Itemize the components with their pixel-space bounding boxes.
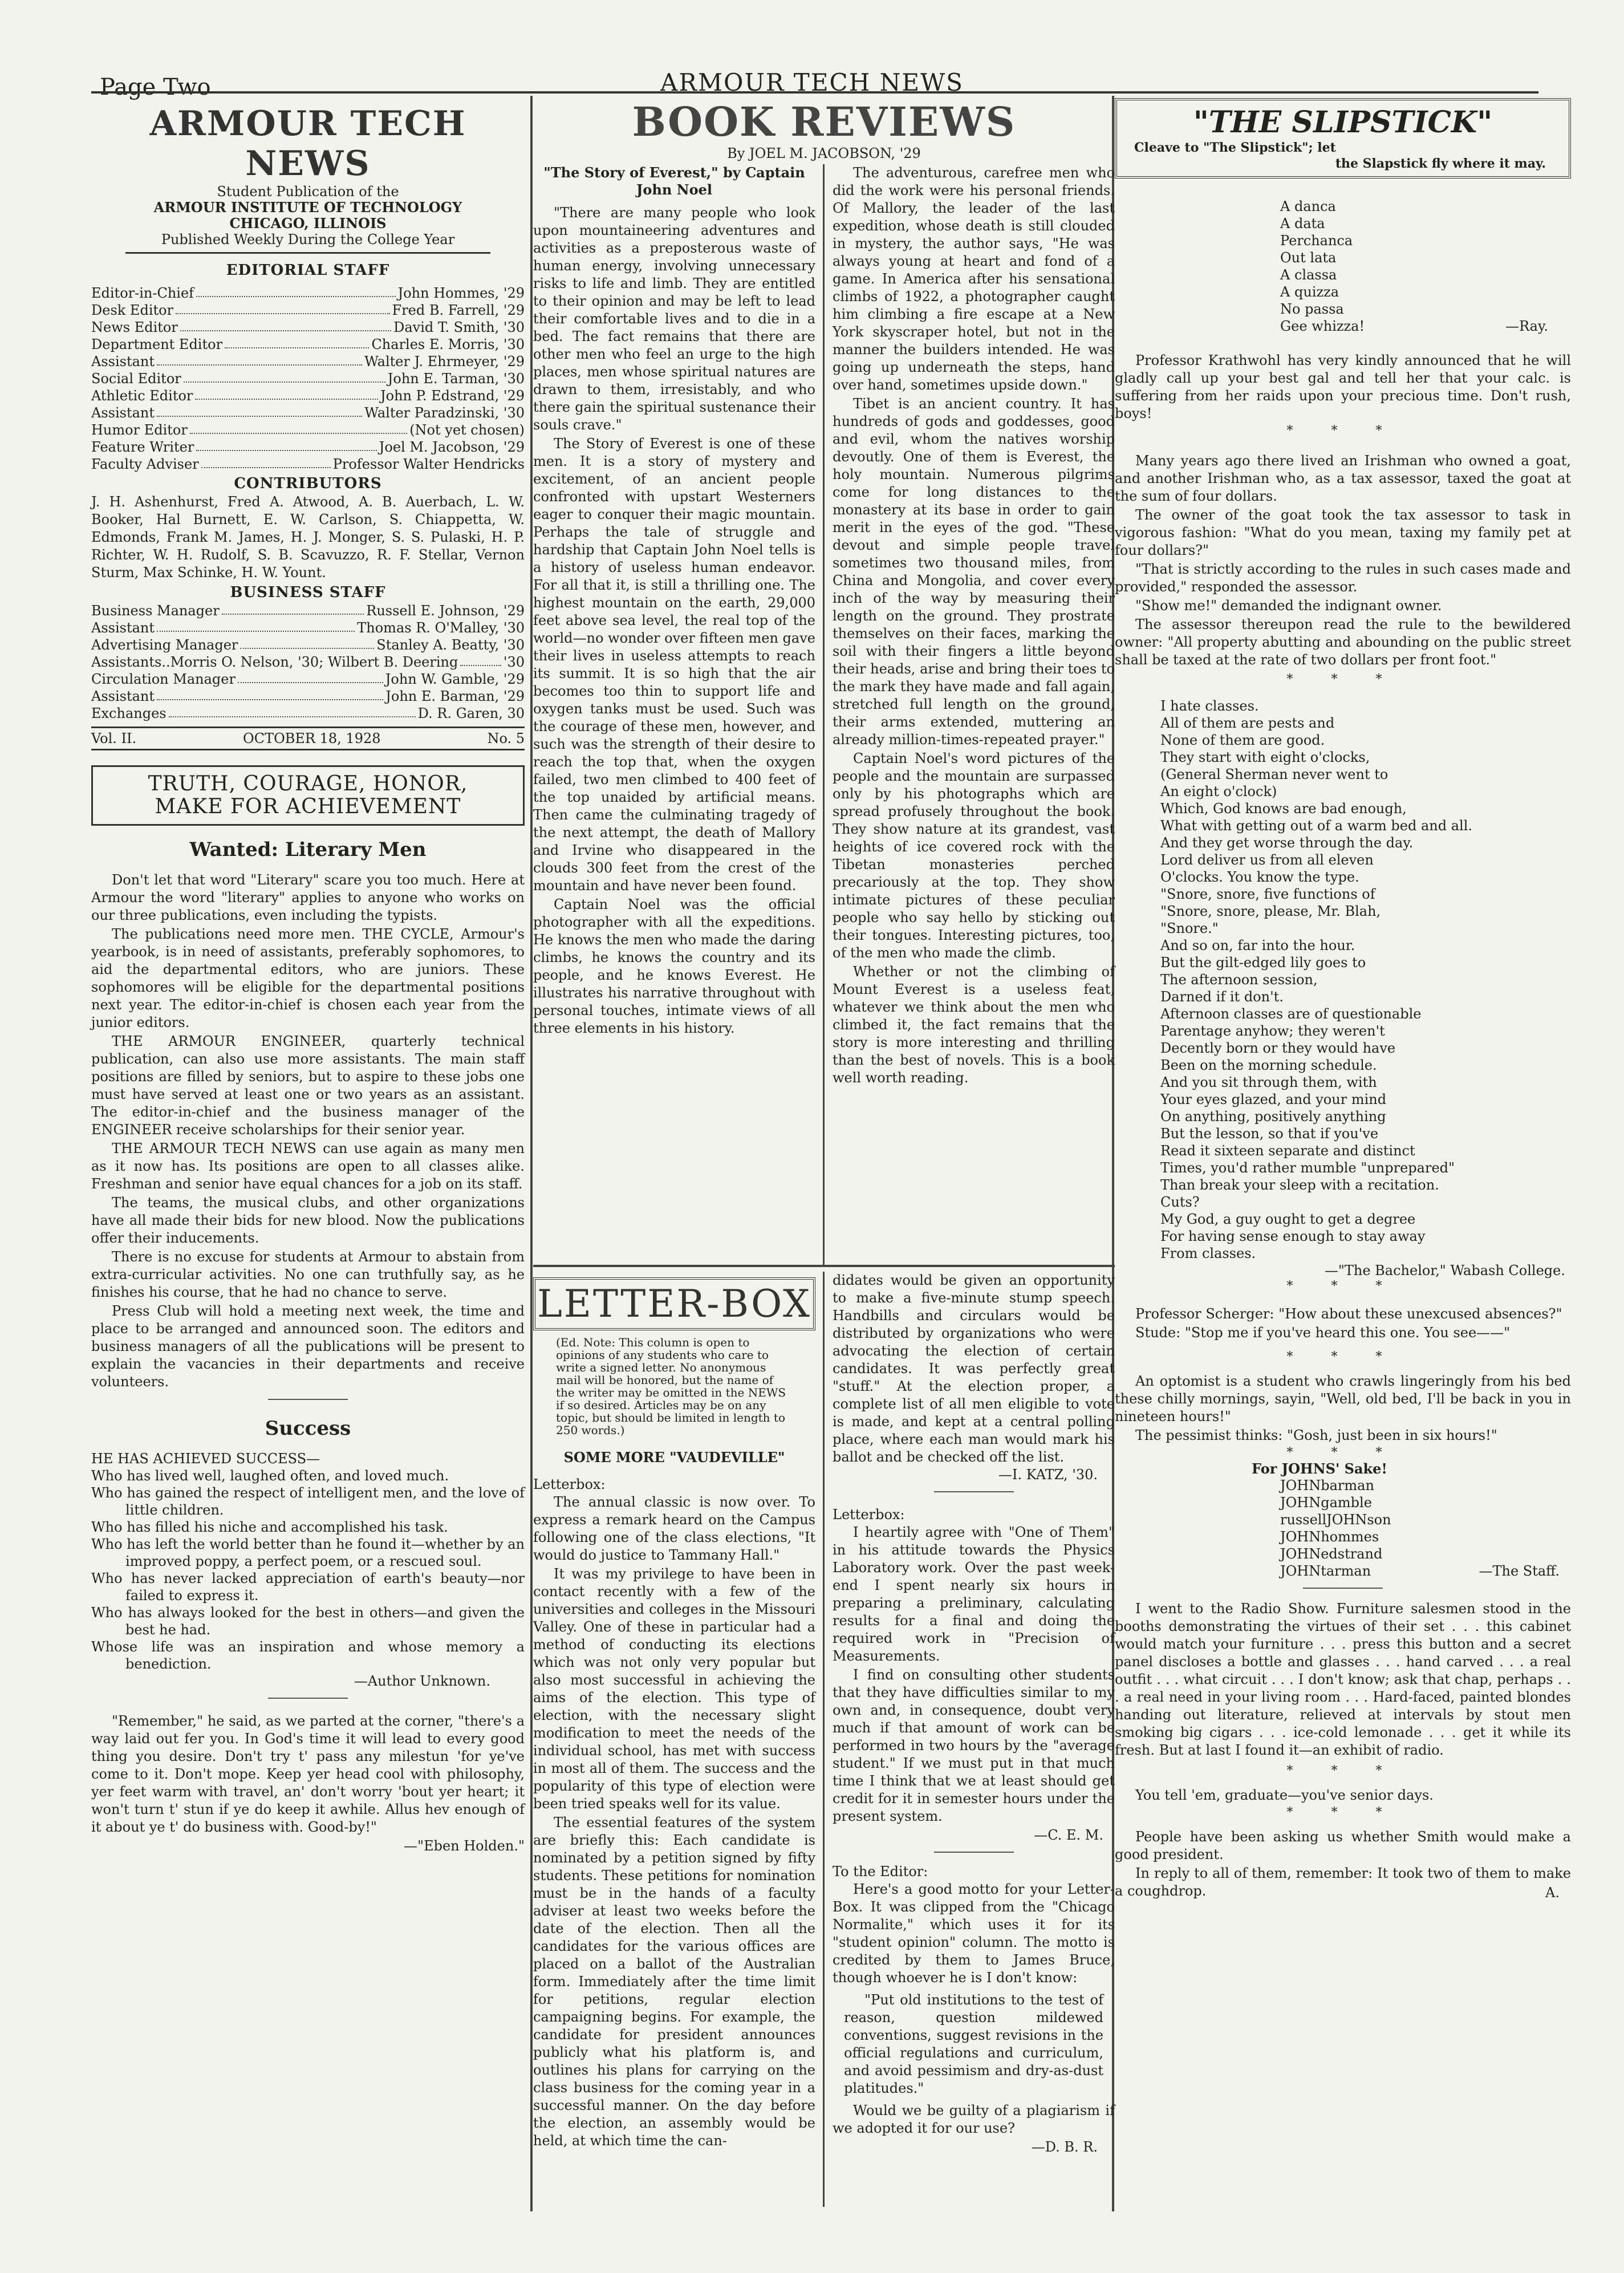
column-middle [533, 96, 1115, 2210]
masthead-rule [125, 252, 490, 254]
staff-row [91, 671, 525, 688]
poem-line: A quizza [1280, 284, 1339, 300]
staff-role: Department Editor [91, 336, 223, 352]
literary-paragraph: THE ARMOUR ENGINEER, quarterly technical publication, can also use more assistants. The main staff positions are filled by seniors, but to aspire to these jobs one must have served at least one or two years as an assistant. The editor-in-chief and the business manager of the ENGINEER receive scholarships for their senior year. [91, 1033, 525, 1138]
staff-role: Assistant [91, 405, 155, 421]
poem-line: Afternoon classes are of questionable [1160, 1006, 1422, 1022]
masthead-line: CHICAGO, ILLINOIS [229, 215, 387, 232]
staff-name: John Hommes, '29 [397, 285, 525, 301]
contributors-heading: CONTRIBUTORS [234, 475, 382, 492]
classes-poem [1115, 697, 1571, 1262]
staff-row [91, 439, 525, 456]
optimist-item: An optomist is a student who crawls lingeringly from his bed these chilly mornings, sayin, "Well, old bed, I'll be back in you in nineteen hours!" [1115, 1373, 1571, 1424]
poem-line: "Snore, snore, five functions of [1160, 886, 1375, 902]
poem-line: Gee whizza! [1280, 318, 1365, 334]
masthead-line: Published Weekly During the College Year [161, 232, 455, 247]
staff-row [91, 602, 525, 619]
johns-signature: —The Staff. [1479, 1563, 1560, 1579]
poem-line: From classes. [1160, 1245, 1256, 1261]
leader-dots [190, 421, 407, 434]
staff-name: Joel M. Jacobson, '29 [379, 439, 525, 455]
issue-line [91, 726, 525, 750]
slipstick-motto: Cleave to "The Slipstick"; let [1134, 140, 1336, 155]
staff-row [91, 302, 525, 319]
success-line: Whose life was an inspiration and whose memory a benediction. [91, 1639, 525, 1672]
staff-row [91, 705, 525, 722]
staff-role: Humor Editor [91, 422, 188, 438]
letter-box-title: LETTER-BOX [533, 1277, 815, 1330]
review-paragraph: The adventurous, carefree men who did the work were his personal friends. Of Mallory, the leader of the last expedition, whose death is still clouded in mystery, the author says, "He was always young at heart and fond of a game. In America after his sensational climbs of 1922, a photographer caught him climbing a fire escape at a New York skyscraper hotel, but not in the manner the builders intended. He was going up underneath the steps, hand over hand, sometimes upside down." [833, 165, 1115, 393]
review-paragraph: "There are many people who look upon mountaineering adventures and activities as a preposterous waste of human energy, involving unnecessary risks to life and limb. They are entitled to their opinion and may be left to lead their comfortable lives and to die in a bed. The fact remains that there are other men who feel an urge to the high places, men whose spiritual natures are drawn to them, irresistably, and who there gain the spiritual sustenance their souls crave." [533, 205, 815, 433]
masthead-title: ARMOUR TECH NEWS [149, 104, 466, 184]
business-staff-heading: BUSINESS STAFF [230, 584, 386, 601]
divider [268, 1698, 348, 1699]
poem-line: Read it sixteen separate and distinct [1160, 1143, 1415, 1159]
staff-row [91, 336, 525, 353]
review-paragraph: Captain Noel's word pictures of the people and the mountain are surpassed only by his photographs which are spread profusely throughout the book. They show nature at its grandest, vast heights of ice covered rock with the Tibetan monasteries perched precariously at the top. They show intimate pictures of these peculiar people who say hello by sticking out their tongues. Interesting pictures, too, of the men who made the climb. [833, 750, 1115, 961]
staff-name: John W. Gamble, '29 [385, 671, 525, 687]
staff-role: Advertising Manager [91, 637, 238, 653]
issue-volume: Vol. II. [91, 730, 137, 746]
literary-paragraph: There is no excuse for students at Armour to abstain from extra-curricular activities. No one can truthfully say, as he finishes his course, that he had no chance to serve. [91, 1249, 525, 1300]
danca-signature: —Ray. [1505, 318, 1548, 334]
book-name: "The Story of Everest," by Captain [543, 164, 805, 181]
slipstick-title: "THE SLIPSTICK" [1193, 105, 1493, 140]
poem-line: For having sense enough to stay away [1160, 1228, 1426, 1244]
radio-show-item: I went to the Radio Show. Furniture salesmen stood in the booths demonstrating the virtues of their set . . . this cabinet would match your furniture . . . press this button and a secret panel discloses a bottle and glasses . . . hand carved . . . a real outfit . . . what circuit . . . I don't know; ask that chap, perhaps . . . a real need in your living room . . . Hard-faced, painted blondes handing out literature, relieved at intervals by stout men smoking big cigars . . . ice-cold lemonade . . . get it while its fresh. But at last I found it—an exhibit of radio. [1115, 1601, 1571, 1758]
poem-line: No passa [1280, 301, 1344, 317]
column-right [1115, 96, 1571, 2210]
krathwohl-item: Professor Krathwohl has very kindly announced that he will gladly call up your best gal and tell her that your calc. is suffering from her raids upon your precious time. Don't rush, boys! [1115, 352, 1571, 421]
staff-row [91, 636, 525, 654]
issue-date: OCTOBER 18, 1928 [243, 730, 381, 746]
literary-paragraph: The publications need more men. THE CYCLE, Armour's yearbook, is in need of assistants, preferably sophomores, to aid the departmental editors, who are juniors. These sophomores will be eligible for the departmental positions next year. The editor-in-chief is chosen each year from the junior editors. [91, 926, 525, 1030]
leader-dots [238, 671, 383, 683]
staff-name: Thomas R. O'Malley, '30 [357, 620, 525, 636]
book-author: John Noel [636, 181, 712, 198]
success-line: Who has never lacked appreciation of earth's beauty—nor failed to express it. [91, 1570, 525, 1604]
scherger-item: Stude: "Stop me if you've heard this one. You see——" [1135, 1325, 1511, 1341]
staff-row [91, 688, 525, 705]
poem-line: All of them are pests and [1160, 715, 1335, 731]
poem-line: They start with eight o'clocks, [1160, 749, 1370, 765]
poem-line: O'clocks. You know the type. [1160, 869, 1359, 885]
letter-salutation: Letterbox: [533, 1476, 606, 1492]
letter-paragraph: I heartily agree with "One of Them" in his attitude towards the Physics Laboratory work. Over the past week-end I spent nearly six hours in preparing a preliminary, calculating results for a final and doing the required work in "Precision of Measurements. [833, 1524, 1115, 1664]
staff-row [91, 370, 525, 387]
leader-dots [169, 705, 416, 717]
leader-dots [225, 336, 369, 348]
motto-box [91, 765, 525, 826]
book-reviews-byline: By JOEL M. JACOBSON, '29 [727, 145, 921, 161]
leader-dots [222, 602, 364, 615]
leader-dots [184, 370, 385, 383]
letter-paragraph: It was my privilege to have been in contact recently with a few of the universities and colleges in the Missouri Valley. One of these in particular had a method of conducting its elections which was not only very popular but also most successful in achieving the aims of the election. This type of election, with the necessary slight modification to meet the needs of the individual school, has met with success in most all of them. The success and the popularity of this type of election were been tried speaks well for its value. [533, 1566, 815, 1812]
letter-paragraph: The essential features of the system are briefly this: Each candidate is nominated by a petition signed by fifty students. These petitions for nomination must be in the hands of a faculty adviser at least two weeks before the date of the election. Then all the candidates for the various offices are placed on a ballot of the Australian form. Immediately after the time limit for petitions, regular election campaigning begins. For example, the candidate for president announces publicly what his platform is, and outlines his plans for carrying on the class business for the coming year in a successful manner. On the day before the election, an assembly would be held, at which time the can- [533, 1815, 815, 2149]
poem-line: And you sit through them, with [1160, 1074, 1377, 1090]
success-poem [91, 1467, 525, 1673]
johns-name: JOHNedstrand [1280, 1546, 1383, 1562]
vaudeville-signature: —I. KATZ, '30. [998, 1467, 1098, 1483]
letter-box-right [833, 1272, 1115, 2156]
poem-line: Darned if it don't. [1160, 989, 1284, 1005]
staff-role: Desk Editor [91, 302, 174, 318]
staff-row [91, 387, 525, 404]
editorial-staff-heading: EDITORIAL STAFF [226, 262, 390, 279]
staff-name: Walter J. Ehrmeyer, '29 [364, 354, 525, 370]
leader-dots [157, 353, 362, 366]
leader-dots [195, 387, 378, 400]
running-paper-name: ARMOUR TECH NEWS [660, 68, 964, 96]
johns-title: For JOHNS' Sake! [1252, 1460, 1387, 1477]
graduate-item: You tell 'em, graduate—you've senior days. [1135, 1787, 1434, 1803]
book-review-left [533, 164, 815, 1088]
johns-name: JOHNgamble [1280, 1495, 1372, 1511]
success-signature: —Author Unknown. [354, 1673, 490, 1689]
letter-salutation: To the Editor: [833, 1864, 928, 1880]
letter-salutation: Letterbox: [833, 1507, 905, 1523]
leader-dots [240, 636, 374, 649]
leader-dots [460, 654, 501, 666]
staff-name: Charles E. Morris, '30 [371, 336, 525, 352]
slipstick-motto: the Slapstick fly where it may. [1335, 156, 1546, 171]
poem-line: Cuts? [1160, 1194, 1200, 1210]
classes-poem-signature: —"The Bachelor," Wabash College. [1324, 1263, 1565, 1278]
review-paragraph: The Story of Everest is one of these men. It is a story of mystery and excitement, of an ancient people confronted with upstart Westerners eager to conquer their magic mountain. Perhaps the tale of struggle and hardship that Captain John Noel tells is a history of useless human endeavor. For all that it, is still a thrilling one. The highest mountain on the earth, 29,000 feet above sea level, the real top of the world—no wonder over fifteen men gave their lives in useless attempts to reach its summit. It is so high that the air becomes too thin to support life and oxygen tanks must be used. Such was the courage of these men, however, and such was the strength of their desire to reach the top that, when the oxygen failed, two men climbed to 400 feet of the top unaided by artificial means. Then came the culminating tragedy of the next attempt, the death of Mallory and Irvine who disappeared in the clouds 300 feet from the crest of the mountain and have never been found. [533, 436, 815, 894]
goat-story: The assessor thereupon read the rule to the bewildered owner: "All property abutting and abounding on the public street shall be taxed at the rate of two dollars per front foot." [1115, 616, 1571, 668]
goat-story: Many years ago there lived an Irishman who owned a goat, and another Irishman who, as a tax assessor, taxed the goat at the sum of four dollars. [1115, 453, 1571, 504]
staff-role: Feature Writer [91, 439, 194, 455]
johns-name: JOHNhommes [1280, 1529, 1379, 1545]
smith-signature: A. [1545, 1885, 1560, 1901]
poem-line: Out lata [1280, 250, 1337, 266]
page-number: Page Two [100, 74, 211, 100]
business-staff-list [91, 602, 525, 722]
success-line: Who has filled his niche and accomplished his task. [91, 1519, 448, 1535]
leader-dots [176, 302, 389, 314]
pessimist-item: The pessimist thinks: "Gosh, just been in six hours!" [1135, 1427, 1497, 1443]
eben-signature: —"Eben Holden." [404, 1838, 525, 1854]
poem-line: I hate classes. [1160, 698, 1259, 714]
staff-role: Athletic Editor [91, 388, 193, 404]
poem-line: None of them are good. [1160, 732, 1325, 748]
vaudeville-title: SOME MORE "VAUDEVILLE" [563, 1449, 785, 1466]
staff-row [91, 353, 525, 370]
physics-letter-signature: —C. E. M. [1034, 1827, 1103, 1843]
poem-line: But the lesson, so that if you've [1160, 1126, 1379, 1142]
divider [934, 1852, 1014, 1853]
staff-name: Walter Paradzinski, '30 [364, 405, 525, 421]
staff-row [91, 421, 525, 439]
staff-role: Faculty Adviser [91, 456, 199, 472]
smith-item: In reply to all of them, remember: It took two of them to make a coughdrop. [1115, 1865, 1571, 1899]
separator-stars: * * * [1286, 1446, 1399, 1460]
staff-name: David T. Smith, '30 [393, 319, 525, 335]
book-review-left-text [533, 204, 815, 1037]
motto-letter-end: Would we be guilty of a plagiarism if we adopted it for our use? [833, 2102, 1115, 2136]
literary-paragraph: Don't let that word "Literary" scare you too much. Here at Armour the word "literary" applies to anyone who works on our three publications, even including the typists. [91, 872, 525, 923]
staff-role: Assistant [91, 354, 155, 370]
vaudeville-continued: didates would be given an opportunity to make a five-minute stump speech. Handbills and circulars would be distributed by organizations who were advocating the election of certain candidates. It was perfectly great "stuff." At the election proper, a complete list of all men eligible to vote is made, and kept at a central polling place, where each man would mark his ballot and be checked off the list. [833, 1272, 1115, 1465]
leader-dots [157, 404, 362, 417]
motto-letter-signature: —D. B. R. [1031, 2139, 1098, 2155]
staff-role: News Editor [91, 319, 178, 335]
leader-dots [180, 319, 391, 331]
goat-story: The owner of the goat took the tax assessor to task in vigorous fashion: "What do you mean, taxing my family pet at four dollars?" [1115, 507, 1571, 558]
johns-name: JOHNtarman [1280, 1563, 1371, 1579]
scherger-item: Professor Scherger: "How about these unexcused absences?" [1135, 1306, 1562, 1322]
motto-letter: Here's a good motto for your Letter-Box. It was clipped from the "Chicago Normalite," which uses it for its "student opinion" column. The motto is credited by them to James Bruce, though whoever he is I don't know: [833, 1881, 1115, 1986]
staff-role: Social Editor [91, 371, 181, 387]
staff-name: John E. Barman, '29 [385, 688, 525, 704]
review-paragraph: Captain Noel was the official photographer with all the expeditions. He knows the men who made the daring climbs, he knows the country and its people, and he knows Everest. He illustrates his narrative throughout with personal touches, intimate views of all three elements in his history. [533, 896, 815, 1036]
poem-line: But the gilt-edged lily goes to [1160, 955, 1366, 971]
section-rule [533, 1265, 1115, 1267]
separator-stars: * * * [1286, 1350, 1399, 1364]
eben-quote: "Remember," he said, as we parted at the corner, "there's a way laid out fer you. In God's time it will lead to every good thing you desire. Don't try t' pass any milestun 'for ye've come to it. Don't mope. Keep yer head cool with philosophy, yer feet warm with travel, an' don't worry 'bout yer heart; it won't turn t' stun if ye do keep it awhile. Allus hev enough of it about ye t' do business with. Good-by!" [91, 1713, 525, 1835]
motto-quote: "Put old institutions to the test of reason, question mildewed conventions, suggest revisions in the official regulations and curriculum, and avoid pessimism and dry-as-dust platitudes." [844, 1992, 1103, 2096]
letter-paragraph: I find on consulting other students that they have difficulties similar to my own and, in consequence, doubt very much if that amount of work can be performed in two hours by the "average student." If we must put in that much time I think that we at least should get credit for it in semester hours under the present system. [833, 1667, 1115, 1824]
literary-paragraph: THE ARMOUR TECH NEWS can use again as many men as it now has. Its positions are open to all classes alike. Freshman and senior have equal chances for a job on its staff. [91, 1140, 525, 1192]
staff-row [91, 404, 525, 421]
poem-line: "Snore, snore, please, Mr. Blah, [1160, 903, 1381, 919]
column-left [91, 96, 525, 2210]
review-paragraph: Whether or not the climbing of Mount Everest is a useless feat, whatever we think about the men who climbed it, the fact remains that the story is more interesting and thrilling than the best of novels. This is a book well worth reading. [833, 964, 1115, 1086]
masthead-line: ARMOUR INSTITUTE OF TECHNOLOGY [153, 199, 462, 216]
motto-line: TRUTH, COURAGE, HONOR, [148, 772, 468, 795]
book-reviews-title: BOOK REVIEWS [632, 98, 1016, 145]
poem-line: An eight o'clock) [1160, 784, 1277, 799]
divider [934, 1491, 1014, 1492]
poem-line: On anything, positively anything [1160, 1109, 1386, 1125]
poem-line: Which, God knows are bad enough, [1160, 801, 1407, 817]
poem-line: My God, a guy ought to get a degree [1160, 1211, 1416, 1227]
poem-line: Been on the morning schedule. [1160, 1057, 1377, 1073]
staff-role: Business Manager [91, 603, 220, 619]
poem-line: Decently born or they would have [1160, 1040, 1396, 1056]
physics-letter [833, 1524, 1115, 1825]
poem-line: Perchanca [1280, 233, 1353, 249]
book-review-divider [823, 164, 825, 1265]
book-review-right-text [833, 164, 1115, 1087]
issue-number: No. 5 [487, 730, 525, 746]
poem-line: Lord deliver us from all eleven [1160, 852, 1374, 868]
letter-paragraph: The annual classic is now over. To express a remark heard on the Campus following one of the class elections, "It would do justice to Tammany Hall." [533, 1494, 815, 1563]
danca-poem [1115, 198, 1571, 335]
success-line: Who has left the world better than he found it—whether by an improved poppy, a perfect poem, or a rescued soul. [91, 1536, 525, 1569]
literary-article [91, 871, 525, 1391]
separator-stars: * * * [1286, 1805, 1399, 1820]
poem-line: And they get worse through the day. [1160, 835, 1414, 851]
staff-role: Editor-in-Chief [91, 285, 194, 301]
staff-name: John P. Edstrand, '29 [380, 388, 525, 404]
leader-dots [157, 619, 355, 632]
goat-story: "Show me!" demanded the indignant owner. [1135, 598, 1442, 614]
poem-line: Than break your sleep with a recitation. [1160, 1177, 1439, 1193]
staff-row [91, 285, 525, 302]
divider [1303, 1588, 1383, 1589]
slipstick-header [1115, 98, 1571, 178]
poem-line: A classa [1280, 267, 1337, 283]
staff-role: Exchanges [91, 705, 167, 721]
smith-item: People have been asking us whether Smith would make a good president. [1115, 1829, 1571, 1862]
poem-line: "Snore." [1160, 920, 1219, 936]
leader-dots [196, 439, 376, 451]
poem-line: Parentage anyhow; they weren't [1160, 1023, 1385, 1039]
poem-line: A data [1280, 216, 1325, 232]
motto-line: MAKE FOR ACHIEVEMENT [155, 795, 461, 818]
header-rule [91, 91, 1538, 94]
staff-name: D. R. Garen, 30 [417, 705, 525, 721]
poem-line: A danca [1280, 198, 1336, 214]
staff-row [91, 619, 525, 636]
staff-name: Fred B. Farrell, '29 [392, 302, 525, 318]
book-review-right [833, 164, 1115, 1088]
leader-dots [157, 688, 383, 700]
poem-line: What with getting out of a warm bed and all. [1160, 818, 1473, 834]
poem-line: The afternoon session, [1160, 972, 1318, 988]
poem-line: Times, you'd rather mumble "unprepared" [1160, 1160, 1455, 1176]
staff-row [91, 319, 525, 336]
staff-role: Assistant [91, 620, 155, 636]
johns-name: JOHNbarman [1280, 1478, 1374, 1493]
poem-line: (General Sherman never went to [1160, 766, 1388, 782]
staff-row [91, 654, 525, 671]
goat-story: "That is strictly according to the rules in such cases made and provided," responded the assessor. [1115, 561, 1571, 595]
literary-paragraph: Press Club will hold a meeting next week, the time and place to be arranged and announced soon. The editors and business managers of all the publications will be present to explain the vacancies in their departments and receive volunteers. [91, 1303, 525, 1390]
success-line: Who has gained the respect of intelligent men, and the love of little children. [91, 1485, 525, 1518]
staff-role: Circulation Manager [91, 671, 236, 687]
literary-title: Wanted: Literary Men [189, 838, 427, 861]
poem-line: And so on, far into the hour. [1160, 937, 1355, 953]
staff-name: (Not yet chosen) [409, 422, 525, 438]
staff-role: Assistant [91, 688, 155, 704]
separator-stars: * * * [1286, 672, 1399, 687]
divider [268, 1399, 348, 1400]
editorial-staff-list [91, 285, 525, 473]
literary-paragraph: The teams, the musical clubs, and other organizations have all made their bids for new blood. Now the publications offer their inducements. [91, 1195, 525, 1246]
staff-role: Assistants..Morris O. Nelson, '30; Wilbert B. Deering [91, 654, 458, 670]
johns-name: russellJOHNson [1280, 1512, 1391, 1528]
poem-line: Your eyes glazed, and your mind [1160, 1091, 1387, 1107]
staff-name: Russell E. Johnson, '29 [366, 603, 525, 619]
contributors-text: J. H. Ashenhurst, Fred A. Atwood, A. B. Auerbach, L. W. Booker, Hal Burnett, E. W. Carlson, S. Chiappetta, W. Edmonds, Frank M. James, H. J. Monger, S. S. Pulaski, H. P. Richter, W. H. Rudolf, S. B. Scavuzzo, R. F. Stellar, Vernon Sturm, Max Schinke, H. W. Yount. [91, 494, 525, 581]
staff-name: Stanley A. Beatty, '30 [376, 637, 525, 653]
review-paragraph: Tibet is an ancient country. It has hundreds of gods and goddesses, good and evil, whom the natives worship devoutly. One of them is Everest, the holy mountain. Numerous pilgrims come for long distances to the monastery at its base in order to gain merit in the eyes of the god. "These devout and simple people travel sometimes two thousand miles, from China and Mongolia, and cover every inch of the way by measuring their length on the ground. They prostrate themselves on their faces, marking the soil with their fingers a little beyond their heads, arise and bring their toes to the mark they have made and fall again, stretched full length on the ground, their arms extended, muttering an already million-times-repeated prayer." [833, 396, 1115, 748]
separator-stars: * * * [1286, 1279, 1399, 1293]
success-line: Who has lived well, laughed often, and loved much. [91, 1468, 449, 1484]
staff-name: Professor Walter Hendricks [332, 456, 525, 472]
separator-stars: * * * [1286, 424, 1399, 438]
leader-dots [196, 285, 396, 297]
leader-dots [201, 456, 331, 468]
vaudeville-letter [533, 1493, 815, 2150]
staff-name: '30 [503, 654, 525, 670]
letter-box-left [533, 1272, 815, 2156]
success-lead: HE HAS ACHIEVED SUCCESS— [91, 1451, 320, 1467]
staff-row [91, 456, 525, 473]
success-title: Success [265, 1417, 351, 1440]
success-line: Who has always looked for the best in others—and given the best he had. [91, 1605, 525, 1638]
column-divider-1 [530, 96, 533, 2211]
letter-box-divider [823, 1272, 825, 2207]
editor-note: (Ed. Note: This column is open to opinions of any students who care to write a signed letter. No anonymous mail will be honored, but the name of the writer may be omitted in the NEWS if so desired. Articles may be on any topic, but should be limited in length to 250 words.) [556, 1336, 786, 1437]
masthead-line: Student Publication of the [217, 184, 399, 200]
staff-name: John E. Tarman, '30 [387, 371, 525, 387]
separator-stars: * * * [1286, 1764, 1399, 1778]
